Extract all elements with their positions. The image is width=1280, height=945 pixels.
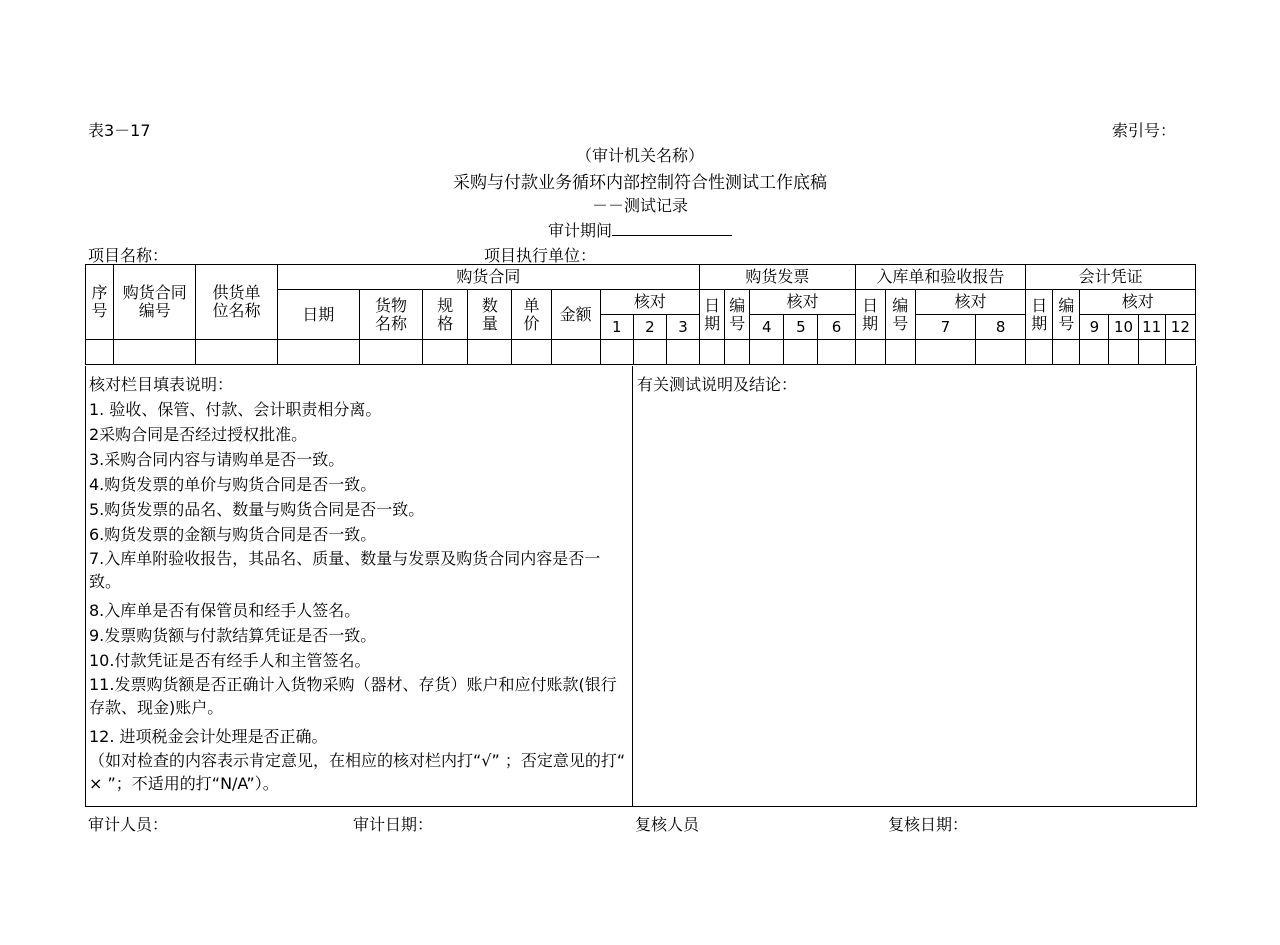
col-spec: 规格 (423, 290, 468, 340)
audit-period (0, 218, 1280, 241)
receipt-check-header: 核对 (915, 290, 1025, 315)
table-cell[interactable] (885, 340, 915, 365)
page-subtitle: －－测试记录 (591, 196, 688, 215)
note-item: 4.购货发票的单价与购货合同是否一致。 (89, 475, 377, 494)
conclusion-label: 有关测试说明及结论： (637, 375, 798, 394)
table-cell[interactable] (551, 340, 600, 365)
group-receipt: 入库单和验收报告 (855, 265, 1026, 290)
notes-divider (632, 366, 633, 807)
table-cell[interactable] (1026, 340, 1053, 365)
notes-heading: 核对栏目填表说明： (89, 375, 234, 394)
check-number: 12 (1165, 315, 1195, 340)
check-number: 10 (1109, 315, 1138, 340)
check-number: 11 (1138, 315, 1165, 340)
group-contract: 购货合同 (277, 265, 699, 290)
check-number: 6 (818, 315, 855, 340)
note-item: 10.付款凭证是否有经手人和主管签名。 (89, 651, 371, 670)
note-item: 2采购合同是否经过授权批准。 (89, 425, 308, 444)
col-unit-price: 单价 (512, 290, 551, 340)
check-notes (89, 372, 629, 795)
table-cell[interactable] (1053, 340, 1080, 365)
col-invoice-number: 编号 (725, 290, 750, 340)
index-number-label: 索引号： (1112, 121, 1177, 140)
table-cell[interactable] (750, 340, 784, 365)
table-cell[interactable] (700, 340, 725, 365)
note-item: 8.入库单是否有保管员和经手人签名。 (89, 601, 361, 620)
audit-agency-name: （审计机关名称） (575, 146, 704, 165)
col-amount: 金额 (551, 290, 600, 340)
table-cell[interactable] (1138, 340, 1165, 365)
signature-footer (0, 812, 1280, 836)
table-cell[interactable] (666, 340, 699, 365)
project-name-label: 项目名称： (88, 246, 169, 265)
table-cell[interactable] (855, 340, 885, 365)
col-contract-date: 日期 (277, 290, 359, 340)
table-cell[interactable] (633, 340, 666, 365)
check-number: 8 (976, 315, 1026, 340)
check-number: 1 (600, 315, 633, 340)
voucher-check-header: 核对 (1080, 290, 1196, 315)
table-cell[interactable] (359, 340, 422, 365)
table-cell[interactable] (1080, 340, 1109, 365)
group-invoice: 购货发票 (700, 265, 856, 290)
note-item: 1. 验收、保管、付款、会计职责相分离。 (89, 400, 382, 419)
table-cell[interactable] (114, 340, 196, 365)
audit-date-label: 审计日期： (353, 815, 434, 834)
note-item: 11.发票购货额是否正确计入货物采购（器材、存货）账户和应付账款(银行存款、现金)账户。 (89, 675, 617, 717)
table-cell[interactable] (1165, 340, 1195, 365)
table-cell[interactable] (423, 340, 468, 365)
note-item: 7.入库单附验收报告，其品名、质量、数量与发票及购货合同内容是否一致。 (89, 549, 601, 591)
note-item: 12. 进项税金会计处理是否正确。 (89, 727, 328, 746)
check-number: 4 (750, 315, 784, 340)
check-number: 2 (633, 315, 666, 340)
note-item: 6.购货发票的金额与购货合同是否一致。 (89, 525, 377, 544)
table-cell[interactable] (1109, 340, 1138, 365)
col-supplier: 供货单位名称 (196, 265, 277, 340)
table-number: 表3－17 (88, 121, 151, 140)
audit-period-label: 审计期间 (547, 221, 612, 240)
table-cell[interactable] (196, 340, 277, 365)
table-cell[interactable] (277, 340, 359, 365)
page-title: 采购与付款业务循环内部控制符合性测试工作底稿 (453, 173, 827, 193)
auditor-label: 审计人员： (88, 815, 169, 834)
table-cell[interactable] (725, 340, 750, 365)
col-voucher-number: 编号 (1053, 290, 1080, 340)
check-number: 9 (1080, 315, 1109, 340)
table-cell[interactable] (512, 340, 551, 365)
col-receipt-number: 编号 (885, 290, 915, 340)
group-voucher: 会计凭证 (1026, 265, 1196, 290)
test-record-table (85, 264, 1196, 365)
col-invoice-date: 日期 (700, 290, 725, 340)
audit-period-blank[interactable] (612, 221, 732, 236)
col-goods-name: 货物名称 (359, 290, 422, 340)
table-cell[interactable] (600, 340, 633, 365)
table-cell[interactable] (976, 340, 1026, 365)
table-cell[interactable] (784, 340, 818, 365)
table-cell[interactable] (818, 340, 855, 365)
col-qty: 数量 (468, 290, 512, 340)
note-item: 5.购货发票的品名、数量与购货合同是否一致。 (89, 500, 425, 519)
table-cell[interactable] (468, 340, 512, 365)
check-number: 7 (915, 315, 975, 340)
table-cell[interactable] (86, 340, 114, 365)
project-unit-label: 项目执行单位： (484, 246, 597, 265)
col-contract-no: 购货合同编号 (114, 265, 196, 340)
reviewer-label: 复核人员 (635, 815, 700, 834)
check-number: 5 (784, 315, 818, 340)
check-number: 3 (666, 315, 699, 340)
invoice-check-header: 核对 (750, 290, 855, 315)
table-cell[interactable] (915, 340, 975, 365)
note-item: （如对检查的内容表示肯定意见，在相应的核对栏内打“√” ；否定意见的打“ × ”；不适用的打“N/A”）。 (89, 751, 626, 793)
col-receipt-date: 日期 (855, 290, 885, 340)
table-row (86, 340, 1196, 365)
note-item: 3.采购合同内容与请购单是否一致。 (89, 450, 345, 469)
col-voucher-date: 日期 (1026, 290, 1053, 340)
review-date-label: 复核日期： (888, 815, 969, 834)
col-seq: 序号 (86, 265, 114, 340)
contract-check-header: 核对 (600, 290, 699, 315)
note-item: 9.发票购货额与付款结算凭证是否一致。 (89, 626, 377, 645)
